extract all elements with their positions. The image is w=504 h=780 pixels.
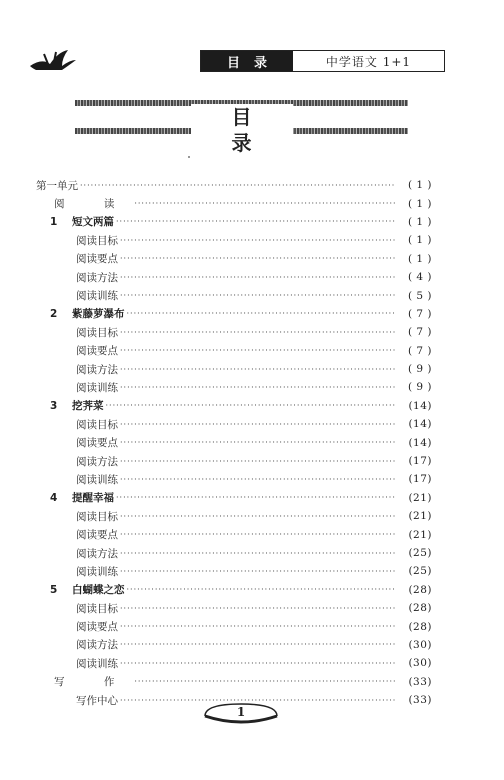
toc-entry-label (76, 546, 120, 561)
toc-entry-label (76, 454, 120, 469)
toc-entry-page: (21) (408, 528, 432, 541)
toc-entry-page: (28) (408, 602, 432, 615)
toc-entry-label (76, 435, 120, 450)
toc-entry-page: (14) (408, 436, 432, 449)
toc-entry-label (76, 251, 120, 266)
toc-entry-label (50, 490, 116, 505)
toc-entry-page: ( 5 ) (407, 289, 432, 302)
toc-entry-label (36, 178, 80, 193)
toc-entry-label (54, 196, 134, 211)
toc-dot-leader (116, 493, 396, 502)
toc-entry-label (76, 472, 120, 487)
toc-entry-page: ( 9 ) (407, 363, 432, 376)
toc-entry-text: 阅读目标 (76, 234, 118, 247)
toc-entry-page: ( 1 ) (407, 215, 432, 228)
toc-dot-leader (120, 273, 396, 282)
table-of-contents (36, 176, 432, 709)
toc-entry (36, 599, 432, 617)
toc-entry (36, 415, 432, 433)
toc-entry-page: ( 1 ) (407, 234, 432, 247)
toc-dot-leader (120, 567, 396, 576)
toc-dot-leader (120, 512, 396, 521)
toc-entry-page: ( 4 ) (407, 271, 432, 284)
toc-entry-text: 阅读方法 (76, 271, 118, 284)
toc-entry-label (76, 564, 120, 579)
page-title: 目 录 (191, 104, 293, 156)
toc-entry-label (76, 233, 120, 248)
toc-entry-page: (14) (408, 418, 432, 431)
toc-entry-page: (28) (408, 583, 432, 596)
toc-entry (36, 673, 432, 691)
toc-entry-text: 写作中心 (76, 694, 118, 707)
toc-entry-page: ( 1 ) (407, 179, 432, 192)
toc-dot-leader (134, 199, 396, 208)
toc-dot-leader (120, 475, 396, 484)
toc-dot-leader (120, 640, 396, 649)
toc-entry (36, 617, 432, 635)
toc-entry-text: 短文两篇 (72, 216, 114, 229)
toc-dot-leader (120, 457, 396, 466)
toc-entry (36, 452, 432, 470)
page-number: 1 (236, 705, 246, 719)
toc-entry-text: 阅读方法 (76, 363, 118, 376)
toc-dot-leader (120, 346, 396, 355)
toc-entry (36, 433, 432, 451)
toc-dot-leader (134, 677, 396, 686)
toc-entry-text: 挖荠菜 (72, 400, 104, 413)
toc-entry-page: (21) (408, 491, 432, 504)
page-title-band (75, 100, 408, 155)
toc-entry (36, 194, 432, 212)
toc-dot-leader (120, 420, 396, 429)
toc-entry-page: (33) (408, 694, 432, 707)
toc-entry (36, 507, 432, 525)
toc-dot-leader (116, 217, 396, 226)
toc-entry (36, 323, 432, 341)
toc-entry-text: 提醒幸福 (72, 492, 114, 505)
toc-dot-leader (120, 530, 396, 539)
toc-entry-text: 阅读要点 (76, 621, 118, 634)
toc-entry-text: 阅读要点 (76, 253, 118, 266)
toc-entry-text: 阅读要点 (76, 529, 118, 542)
toc-entry-page: (21) (408, 510, 432, 523)
toc-entry-label (76, 693, 120, 708)
toc-entry-text: 阅读训练 (76, 381, 118, 394)
toc-entry (36, 360, 432, 378)
toc-entry-text: 阅读目标 (76, 510, 118, 523)
toc-entry-text: 阅读训练 (76, 290, 118, 303)
toc-dot-leader (120, 328, 396, 337)
toc-entry (36, 581, 432, 599)
toc-entry-page: (25) (408, 547, 432, 559)
toc-entry-text: 阅读训练 (76, 657, 118, 670)
toc-entry-text: 紫藤萝瀑布 (72, 308, 125, 321)
toc-dot-leader (127, 585, 397, 594)
toc-dot-leader (120, 659, 396, 668)
toc-entry-page: (30) (408, 657, 432, 670)
toc-entry (36, 176, 432, 194)
toc-entry-page: (33) (408, 675, 432, 688)
toc-entry (36, 654, 432, 672)
toc-entry-page: (30) (408, 638, 432, 651)
toc-entry-text: 第一单元 (36, 179, 78, 192)
toc-entry-page: (14) (408, 399, 432, 412)
toc-entry-page: (25) (408, 565, 432, 578)
toc-entry (36, 562, 432, 580)
toc-dot-leader (80, 181, 396, 190)
toc-entry-label (76, 325, 120, 340)
toc-entry-label (76, 509, 120, 524)
toc-entry-label (76, 380, 120, 395)
toc-entry-text: 阅读方法 (76, 639, 118, 652)
toc-entry-text: 阅 读 (54, 198, 133, 211)
toc-entry-label (50, 582, 127, 597)
toc-entry (36, 250, 432, 268)
header-book-title: 中学语文 1+1 (325, 54, 412, 69)
toc-dot-leader (120, 549, 396, 558)
toc-entry-page: ( 9 ) (407, 381, 432, 394)
toc-entry-label (50, 306, 127, 321)
toc-entry-text: 阅读目标 (76, 326, 118, 339)
toc-entry-label (76, 270, 120, 285)
toc-entry-label (76, 362, 120, 377)
toc-entry-text: 阅读目标 (76, 602, 118, 615)
toc-entry (36, 489, 432, 507)
toc-entry (36, 636, 432, 654)
toc-entry (36, 544, 432, 562)
toc-entry (36, 268, 432, 286)
toc-entry-text: 阅读训练 (76, 473, 118, 486)
toc-entry (36, 286, 432, 304)
toc-entry-label (76, 619, 120, 634)
toc-entry-label (76, 637, 120, 652)
toc-entry-label (76, 656, 120, 671)
toc-entry-text: 阅读方法 (76, 547, 118, 560)
toc-entry-text: 阅读方法 (76, 455, 118, 468)
toc-entry-page: ( 7 ) (407, 326, 432, 339)
toc-entry-page: ( 1 ) (407, 197, 432, 210)
toc-entry-number: 2 (50, 308, 58, 321)
toc-entry-page: (28) (408, 620, 432, 633)
toc-entry-label (76, 343, 120, 358)
grass-sprig-icon (28, 46, 78, 74)
toc-entry-page: ( 7 ) (407, 307, 432, 320)
toc-dot-leader (120, 383, 396, 392)
toc-entry-text: 阅读要点 (76, 345, 118, 358)
toc-entry (36, 213, 432, 231)
toc-dot-leader (120, 291, 396, 300)
toc-entry-number: 1 (50, 216, 58, 229)
toc-entry-text: 白蝴蝶之恋 (72, 584, 125, 597)
toc-entry-page: ( 7 ) (407, 344, 432, 357)
toc-dot-leader (120, 365, 396, 374)
toc-entry-label (50, 398, 106, 413)
toc-dot-leader (120, 236, 396, 245)
toc-entry (36, 525, 432, 543)
toc-dot-leader (120, 622, 396, 631)
toc-entry (36, 305, 432, 323)
toc-entry (36, 231, 432, 249)
toc-entry-label (76, 601, 120, 616)
toc-entry (36, 470, 432, 488)
toc-entry (36, 397, 432, 415)
toc-entry-label (76, 417, 120, 432)
toc-entry-label (76, 527, 120, 542)
running-header (200, 50, 445, 72)
toc-dot-leader (120, 438, 396, 447)
toc-entry-number: 5 (50, 584, 58, 597)
toc-dot-leader (106, 401, 397, 410)
toc-entry-text: 阅读要点 (76, 437, 118, 450)
toc-entry-number: 4 (50, 492, 58, 505)
toc-entry-label (54, 674, 134, 689)
toc-entry-page: ( 1 ) (407, 252, 432, 265)
toc-entry-label (76, 288, 120, 303)
toc-dot-leader (120, 254, 396, 263)
toc-entry-text: 写 作 (54, 676, 133, 689)
toc-entry-page: (17) (408, 455, 432, 468)
toc-entry-text: 阅读目标 (76, 418, 118, 431)
header-section-tab: 目录 (201, 51, 293, 71)
toc-entry-text: 阅读训练 (76, 565, 118, 578)
toc-entry-page: (17) (408, 473, 432, 486)
toc-entry-label (50, 214, 116, 229)
toc-dot-leader (127, 309, 397, 318)
toc-dot-leader (120, 604, 396, 613)
toc-entry (36, 342, 432, 360)
toc-entry (36, 378, 432, 396)
toc-entry-number: 3 (50, 400, 58, 413)
stray-dot (188, 156, 190, 158)
